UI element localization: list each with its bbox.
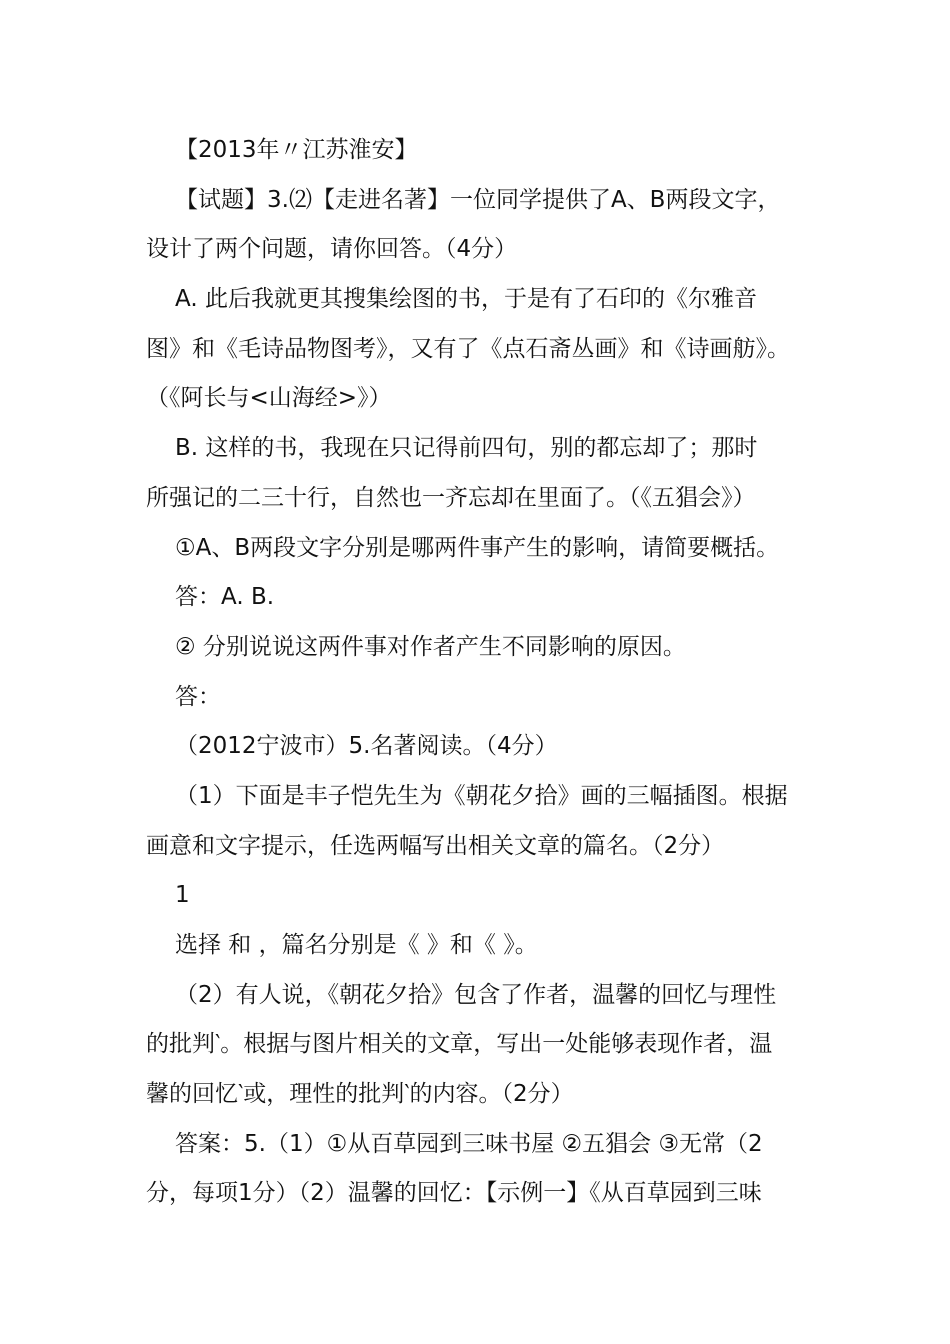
section-heading: （2012宁波市）5.名著阅读。（4分）: [175, 733, 558, 759]
passage-a-source: （《阿长与<山海经>》）: [146, 385, 392, 411]
answer-key: 答案：5.（1）①从百草园到三味书屋 ②五猖会 ③无常（2: [175, 1131, 763, 1157]
answer-key: 分，每项1分）（2）温馨的回忆：【示例一】《从百草园到三味: [146, 1180, 762, 1206]
sub-question: ①A、B两段文字分别是哪两件事产生的影响，请简要概括。: [175, 535, 780, 561]
question-text: 馨的回忆‵或，理性的批判‵的内容。（2分）: [146, 1081, 574, 1107]
section-heading: 【2013年〃江苏淮安】: [175, 137, 418, 163]
answer-line: 答：A. B.: [175, 584, 275, 610]
figure-placeholder-number: 1: [175, 882, 190, 908]
sub-question: ② 分别说说这两件事对作者产生不同影响的原因。: [175, 634, 686, 660]
answer-line: 答：: [175, 684, 221, 710]
question-text: 画意和文字提示，任选两幅写出相关文章的篇名。（2分）: [146, 833, 725, 859]
question-text: （2）有人说，《朝花夕拾》包含了作者，温馨的回忆与理性: [175, 982, 777, 1008]
question-text: （1）下面是丰子恺先生为《朝花夕拾》画的三幅插图。根据: [175, 783, 788, 809]
question-text: 【试题】3.⑵【走进名著】一位同学提供了A、B两段文字，: [175, 187, 781, 213]
passage-a-text: 图》和《毛诗品物图考》，又有了《点石斋丛画》和《诗画舫》。: [146, 336, 790, 362]
question-text: 设计了两个问题，请你回答。（4分）: [146, 236, 518, 262]
passage-b-text: 所强记的二三十行，自然也一齐忘却在里面了。（《五猖会》）: [146, 485, 756, 511]
passage-a-text: A. 此后我就更其搜集绘图的书，于是有了石印的《尔雅音: [175, 286, 757, 312]
question-text: 的批判‵。根据与图片相关的文章，写出一处能够表现作者，温: [146, 1031, 773, 1057]
answer-template: 选择 和 ，篇名分别是《 》和《 》。: [175, 932, 538, 958]
passage-b-text: B. 这样的书，我现在只记得前四句，别的都忘却了；那时: [175, 435, 758, 461]
